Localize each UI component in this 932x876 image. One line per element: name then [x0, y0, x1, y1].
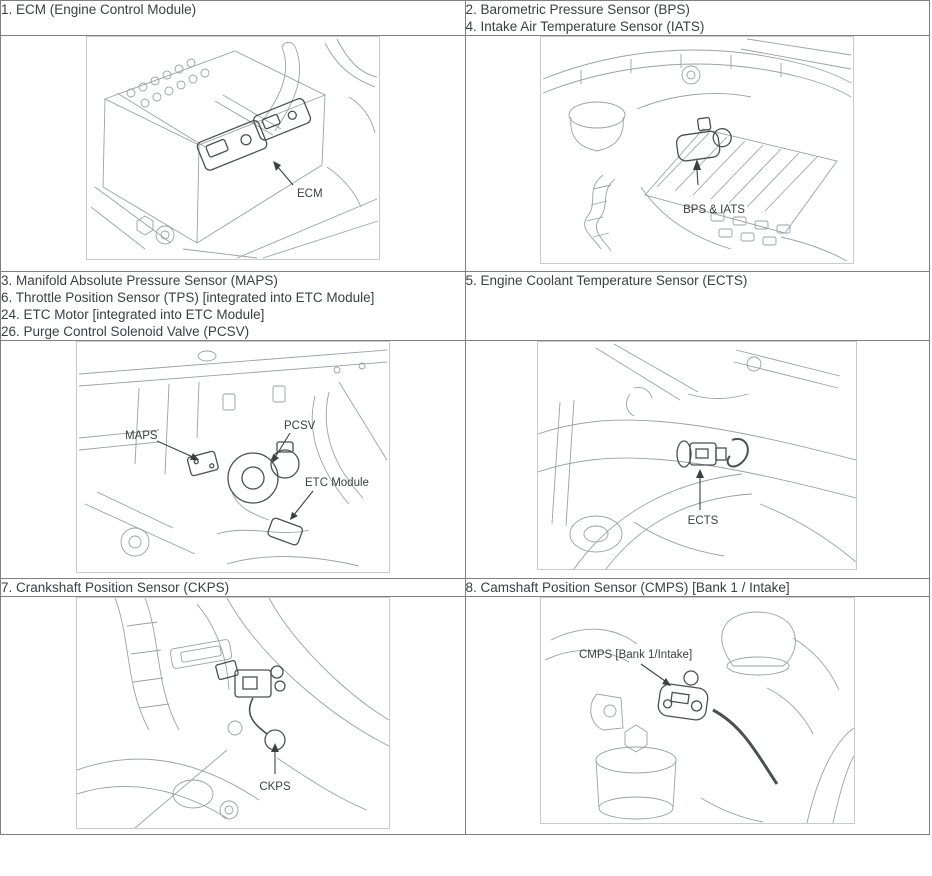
pcsv-callout-label: PCSV [283, 420, 316, 432]
header-line: 24. ETC Motor [integrated into ETC Module] [1, 307, 265, 322]
figure-cell-maps-pcsv-etc [1, 341, 466, 579]
figure-frame [76, 597, 390, 829]
header-cell-ects [465, 272, 930, 341]
callout-arrow [697, 170, 698, 185]
header-cell-ecm [1, 1, 466, 36]
ckps-callout-label: CKPS [259, 781, 291, 793]
bps-iats-illustration [541, 37, 853, 263]
header-line: 26. Purge Control Solenoid Valve (PCSV) [1, 324, 250, 339]
callout-arrowhead [693, 159, 701, 170]
figure-cell-ckps [1, 597, 466, 835]
header-cell-ckps [1, 579, 466, 597]
figure-cell-ecm [1, 36, 466, 272]
ects-callout-label: ECTS [687, 515, 719, 527]
callout-arrow [157, 441, 193, 457]
ects-illustration [538, 342, 856, 569]
header-line: 2. Barometric Pressure Sensor (BPS) [465, 2, 690, 17]
maps-pcsv-etc-illustration [77, 342, 389, 572]
callout-arrowhead [271, 743, 279, 752]
header-line: 6. Throttle Position Sensor (TPS) [integrated into ETC Module] [1, 290, 375, 305]
header-line: 4. Intake Air Temperature Sensor (IATS) [465, 19, 705, 34]
maps-callout-label: MAPS [124, 430, 158, 442]
figure-frame [86, 36, 380, 260]
figure-frame [540, 597, 855, 824]
figure-frame [76, 341, 390, 573]
cmps-callout-label: CMPS [Bank 1/Intake] [578, 649, 692, 661]
header-cell-bps-iats [465, 1, 930, 36]
callout-arrowhead [696, 469, 704, 478]
figure-cell-bps-iats [465, 36, 930, 272]
bps-iats-callout-label: BPS & IATS [683, 204, 746, 216]
header-line: 7. Crankshaft Position Sensor (CKPS) [1, 580, 230, 595]
figure-cell-cmps [465, 597, 930, 835]
ecm-illustration [87, 37, 379, 259]
callout-arrowhead [290, 512, 298, 520]
cmps-illustration [541, 598, 854, 823]
figure-frame [537, 341, 857, 570]
header-line: 5. Engine Coolant Temperature Sensor (ECTS) [465, 273, 748, 288]
header-line: 3. Manifold Absolute Pressure Sensor (MAPS) [1, 273, 278, 288]
header-cell-maps-tps-etc-pcsv [1, 272, 466, 341]
header-cell-cmps [465, 579, 930, 597]
ecm-callout-label: ECM [296, 188, 323, 200]
callout-arrow [277, 166, 293, 185]
callout-arrowhead [272, 454, 279, 463]
figure-cell-ects [465, 341, 930, 579]
callout-arrow [641, 664, 665, 681]
header-line: 1. ECM (Engine Control Module) [1, 2, 197, 17]
figure-frame [540, 36, 854, 264]
header-line: 8. Camshaft Position Sensor (CMPS) [Bank 1 / Intake] [465, 580, 790, 595]
etc-module-callout-label: ETC Module [304, 477, 369, 489]
ckps-illustration [77, 598, 389, 828]
callout-arrow [293, 491, 313, 516]
